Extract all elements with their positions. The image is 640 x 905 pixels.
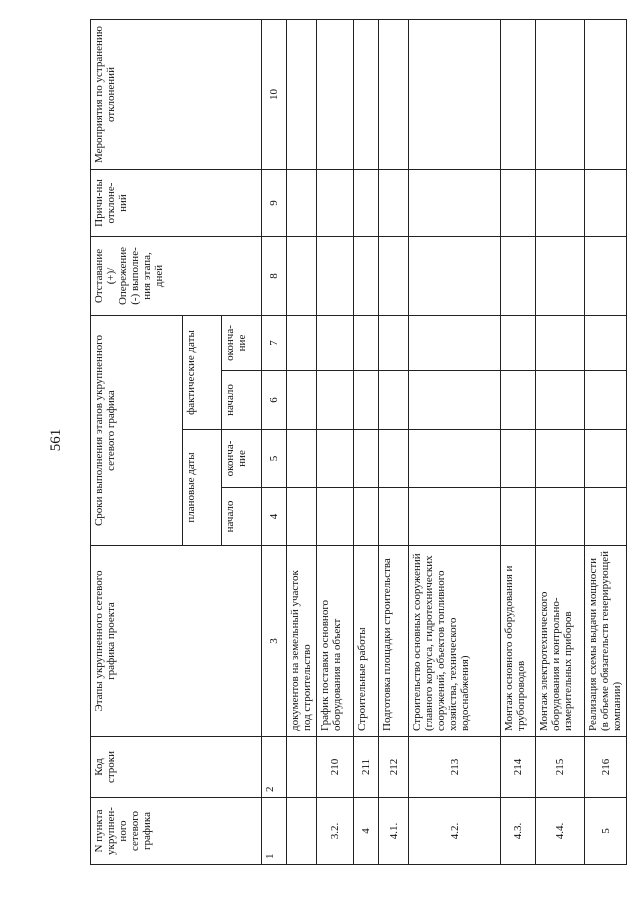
header-reasons: Причи-ны отклоне-ний [91,170,262,237]
stage-name: Строительные работы [354,546,379,737]
empty-cell [501,237,536,316]
item-number: 5 [585,798,627,865]
line-code: 213 [409,737,501,798]
empty-cell [536,237,585,316]
empty-cell [501,20,536,170]
empty-cell [501,430,536,488]
stage-name: Строительство основных сооружений (главного корпуса, гидротехнических сооружений, объектов топливного хозяйства, технического водоснабжения) [409,546,501,737]
header-item-number: N пункта укрупнен-ного сетевого графика [91,798,262,865]
header-planned-start: начало [222,488,262,546]
empty-cell [409,488,501,546]
page-number: 561 [48,428,64,452]
empty-cell [317,316,354,371]
empty-cell [585,20,627,170]
empty-cell [585,371,627,430]
empty-cell [287,237,317,316]
line-code: 210 [317,737,354,798]
item-number: 3.2. [317,798,354,865]
header-actual-start: начало [222,371,262,430]
empty-cell [501,488,536,546]
item-number: 4.2. [409,798,501,865]
col-number: 6 [262,371,287,430]
table-row [317,20,354,865]
empty-cell [287,488,317,546]
empty-cell [585,170,627,237]
col-number: 7 [262,316,287,371]
line-code: 215 [536,737,585,798]
table-row [354,20,379,865]
empty-cell [379,237,409,316]
empty-cell [354,316,379,371]
table-row [287,20,317,865]
empty-cell [536,371,585,430]
empty-cell [317,237,354,316]
col-number: 9 [262,170,287,237]
header-timing-group: Сроки выполнения этапов укрупненного сетевого графика [91,316,183,546]
line-code [287,737,317,798]
empty-cell [354,237,379,316]
header-actual-dates: фактические даты [183,316,222,430]
empty-cell [354,430,379,488]
header-planned-end: оконча-ние [222,430,262,488]
empty-cell [354,20,379,170]
empty-cell [585,430,627,488]
empty-cell [287,20,317,170]
header-deviation-days: Отставание (+)/ Опережение (-) выполне-ния этапа, дней [91,237,262,316]
empty-cell [536,488,585,546]
empty-cell [536,20,585,170]
column-number-row [262,20,287,865]
stage-name: Реализация схемы выдачи мощности (в объеме обязательств генерирующей компании) [585,546,627,737]
empty-cell [317,488,354,546]
empty-cell [379,430,409,488]
line-code: 216 [585,737,627,798]
empty-cell [536,316,585,371]
empty-cell [585,237,627,316]
rotated-table-wrapper [90,20,626,865]
stage-name: документов на земельный участок под строительство [287,546,317,737]
item-number: 4.4. [536,798,585,865]
stage-name: График поставки основного оборудования на объект [317,546,354,737]
empty-cell [317,430,354,488]
col-number: 10 [262,20,287,170]
empty-cell [501,170,536,237]
empty-cell [409,20,501,170]
header-measures: Мероприятия по устранению отклонений [91,20,262,170]
empty-cell [354,170,379,237]
empty-cell [585,316,627,371]
empty-cell [354,488,379,546]
empty-cell [409,237,501,316]
stage-name: Монтаж основного оборудования и трубопроводов [501,546,536,737]
empty-cell [409,170,501,237]
empty-cell [379,20,409,170]
empty-cell [287,371,317,430]
empty-cell [379,170,409,237]
empty-cell [287,316,317,371]
col-number: 5 [262,430,287,488]
header-actual-end: оконча-ние [222,316,262,371]
empty-cell [379,371,409,430]
empty-cell [287,170,317,237]
line-code: 212 [379,737,409,798]
empty-cell [317,170,354,237]
item-number: 4.3. [501,798,536,865]
empty-cell [317,371,354,430]
empty-cell [317,20,354,170]
col-number: 1 [262,798,287,865]
empty-cell [501,316,536,371]
item-number [287,798,317,865]
line-code: 214 [501,737,536,798]
col-number: 8 [262,237,287,316]
table-row [585,20,627,865]
line-code: 211 [354,737,379,798]
empty-cell [409,430,501,488]
item-number: 4.1. [379,798,409,865]
empty-cell [354,371,379,430]
stage-name: Монтаж электротехнического оборудования и контрольно-измерительных приборов [536,546,585,737]
col-number: 4 [262,488,287,546]
empty-cell [501,371,536,430]
header-planned-dates: плановые даты [183,430,222,546]
empty-cell [409,371,501,430]
empty-cell [409,316,501,371]
empty-cell [379,316,409,371]
header-row-1 [91,20,183,865]
table-row [409,20,501,865]
table-row [536,20,585,865]
col-number: 3 [262,546,287,737]
col-number: 2 [262,737,287,798]
empty-cell [379,488,409,546]
empty-cell [536,430,585,488]
header-line-code: Код строки [91,737,262,798]
stage-name: Подготовка площадки строительства [379,546,409,737]
table-row [501,20,536,865]
empty-cell [536,170,585,237]
empty-cell [287,430,317,488]
network-schedule-table [90,19,627,865]
empty-cell [585,488,627,546]
item-number: 4 [354,798,379,865]
header-stages: Этапы укрупненного сетевого графика проекта [91,546,262,737]
table-row [379,20,409,865]
